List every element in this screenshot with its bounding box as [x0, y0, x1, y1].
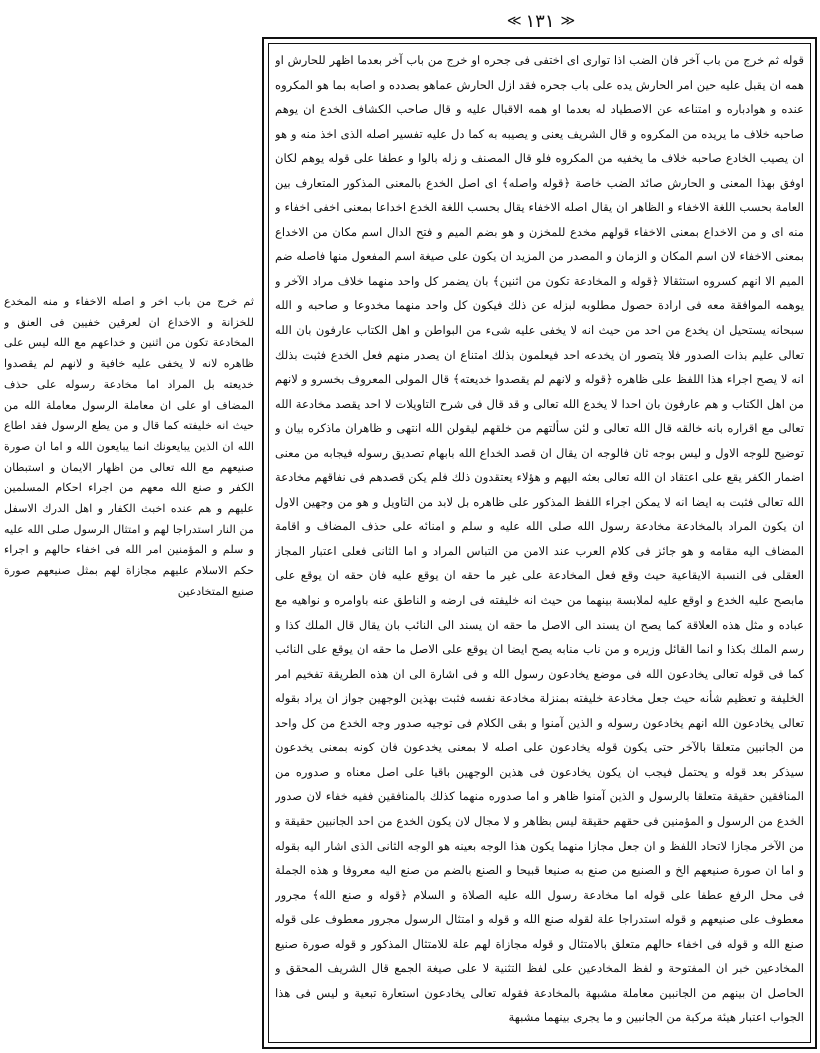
page-header [260, 8, 820, 34]
commentary-paragraph: قوله ثم خرج من باب آخر فان الضب اذا توارى اى اختفى فى جحره او خرج من باب آخر بعدما اظهر للحارش او همه ان يقبل عليه حين امر الحارش يده على باب جحره فقد ازل الحارش عماهو بصدده و اصابه بما هو المكروه عنده و هوادباره و امتناعه عن الاصطياد له بعدما او همه الاقبال عليه و قال صاحب الكشاف الخدع ان يوهم صاحبه خلاف ما يريده من المكروه و قال الشريف يعنى و يصيبه به كما دل عليه تفسير اصله الذى اخذ منه و هو ان يصيب الخادع صاحبه خلاف ما يخفيه من المكروه فلو قال المصنف و زله بالوا و عطفا على قوله يوهم لكان اوفق بهذا المعنى و الحارش صائد الضب خاصة ﴿قوله واصله﴾ اى اصل الخدع بالمعنى المذكور المتعارف بين العامة بحسب اللغة الاخفاء و الظاهر ان يقال اصله الاخفاء يقال بحسب اللغة الخدع اخداعا بمعنى اخفى اخفاء و منه اى و من الاخداع بمعنى الاخفاء قولهم مخدع للمخزن و هو بضم الميم و فتح الدال اسم مكان من الاخداع بمعنى الاخفاء لان اسم المكان و الزمان و المصدر من المزيد ان يكون على صيغة اسم المفعول منها فاصله ضم الميم الا انهم كسروه استثقالا ﴿قوله و المخادعة تكون من اثنين﴾ بان يضمر كل واحد منهما خلاف مراد الآخر و يوهمه الموافقة معه فى ارادة حصول مطلوبه لبزله عن ذلك فيكون كل واحد منهما مخدوعا و صاحبه و الله سبحانه يستحيل ان يخدع من احد من حيث انه لا يخفى عليه شىء من البواطن و اهل الكتاب عارفون بان الله تعالى عليم بذات الصدور فلا يتصور ان يخدعه احد فيعلمون بذلك امتناع ان يصدر منهم فعل الخدع فثبت بذلك انه لا يصح اجراء هذا اللفظ على ظاهره ﴿قوله و لانهم لم يقصدوا خديعته﴾ قال المولى المعروف بخسرو و لانهم من اهل الكتاب و هم عارفون بان احدا لا يخدع الله تعالى و قد قال فى شرح التاويلات لا احد يقصد مخادعة الله تعالى مع اقراره بانه خالقه قال الله تعالى و لئن سألتهم من خلقهم ليقولن الله انتهى و ظاهران ماذكره بيان و توضيح للوجه الاول و ليس بوجه ثان فالوجه ان يقال ان قصد الخداع الله بابهام تصديق رسوله فيجابه من معنى اضمار الكفر يقع على اعتقاد ان الله تعالى بعثه اليهم و هؤلاء يعتقدون ذلك فلم يكن قصدهم فى نفاقهم مخادعة الله تعالى فثبت به ايضا انه لا يمكن اجراء اللفظ المذكور على ظاهره بل لابد من التاويل و هو من وجهين الاول ان يكون المراد بالمخادعة مخادعة رسول الله صلى الله عليه و سلم و امنائه على حذف المضاف و اقامة المضاف اليه مقامه و هو جائز فى كلام العرب عند الامن من التباس المراد و اما الثانى فعلى اعتبار المجاز العقلى فى النسبة الايقاعية حيث وقع فعل المخادعة على غير ما حقه ان يوقع عليه فان حقه ان يوقع على مابصح عليه الخدع و اوقع عليه لملابسة بينهما من حيث انه خليفته فى ارضه و الناطق عنه باوامره و نواهيه مع عباده و مثل هذه العلاقة كما يصح ان يسند الى الاصل ما حقه ان يسند الى النائب بان يقال قال الملك كذا و رسم الملك بكذا و انما القائل وزيره و من ناب منابه يصح ايضا ان يوقع على الاصل ما حقه ان يوقع على النائب كما فى قوله تعالى يخادعون الله فى موضع يخادعون رسول الله و فى اشارة الى ان هذه الطريقة تفخيم امر الخليفة و تعظيم شأنه حيث جعل مخادعة خليفته بمنزلة مخادعة نفسه فثبت بهذين الوجهين جواز ان يراد بقوله تعالى يخادعون الله انهم يخادعون رسوله و الذين آمنوا و بقى الكلام فى توجيه صدور وجه الخدع من كل واحد من الجانبين متعلقا بالآخر حتى يكون قوله يخادعون على اصله لا بمعنى يخدعون فان كونه بمعنى يخدعون سيذكر بعد قوله و يحتمل فيجب ان يكون يخادعون فى هذين الوجهين باقيا على اصل معناه و صدوره من المنافقين حقيقة متعلقا بالرسول و الذين آمنوا ظاهر و اما صدوره منهما كذلك بالمنافقين ففيه خفاء لان صدور الخدع من الرسول و المؤمنين فى حقهم حقيقة ليس بظاهر و لا مجال لان يكون الخدع من احد الجانبين حقيقة و من الآخر مجازا لاتحاد اللفظ و ان جعل مجازا منهما يكون هذا الوجه بعينه هو الوجه الثانى الذى اشار اليه بقوله و اما ان صورة صنيعهم الخ و الصنيع من صنع به صنيعا قبيحا و الصنع بالضم من صنع اليه معروفا و هذه الجملة فى محل الرفع عطفا على قوله اما مخادعة رسول الله عليه الصلاة و السلام ﴿قوله و صنع الله﴾ مجرور معطوف على صنيعهم و قوله استدراجا علة لقوله صنع الله و قوله و امتثال الرسول مجرور معطوف على قوله صنع الله و قوله فى اخفاء حالهم متعلق بالامتثال و قوله مجازاة لهم علة للامتثال المذكور و قوله صورة صنيع المخادعين خبر ان المفتوحة و لفظ المخادعين على لفظ التثنية لا على صيغة الجمع قال الشريف المحقق و الحاصل ان بينهم من الجانبين معاملة مشبهة بالمخادعة فقوله تعالى يخادعون استعارة تبعية و ليس فى هذا الجواب اعتبار هيئة مركبة من الجانبين و ما يجرى بينهما مشبهة [275, 53, 804, 1025]
right-ornament: ≫ [560, 13, 574, 29]
left-ornament: ≪ [506, 13, 520, 29]
margin-base-text [4, 292, 254, 732]
main-text-frame [262, 37, 817, 1049]
page-number: ١٣١ [525, 10, 555, 32]
margin-paragraph: ثم خرج من باب اخر و اصله الاخفاء و منه المخدع للخزانة و الاخداع ان لعرقين خفيين فى العنق و المخادعة تكون من اثنين و خداعهم مع الله ليس على ظاهره لانه لا يخفى عليه خافية و لانهم لم يقصدوا خديعته بل المراد اما مخادعة رسوله على حذف المضاف او على ان معاملة الرسول معاملة الله من حيث انه خليفته كما قال و من يطع الرسول فقد اطاع الله ان الذين يبايعونك انما يبايعون الله و اما ان صورة صنيعهم مع الله تعالى من اظهار الايمان و استبطان الكفر و صنع الله معهم من اجراء احكام المسلمين عليهم و هم عنده اخبث الكفار و اهل الدرك الاسفل من النار استدراجا لهم و امتثال الرسول صلى الله عليه و سلم و المؤمنين امر الله فى اخفاء حالهم و اجراء حكم الاسلام عليهم مجازاة لهم بمثل صنيعهم صورة صنيع المتخادعين [4, 295, 254, 598]
commentary-body [275, 48, 804, 1038]
main-text-inner-border [268, 43, 811, 1043]
